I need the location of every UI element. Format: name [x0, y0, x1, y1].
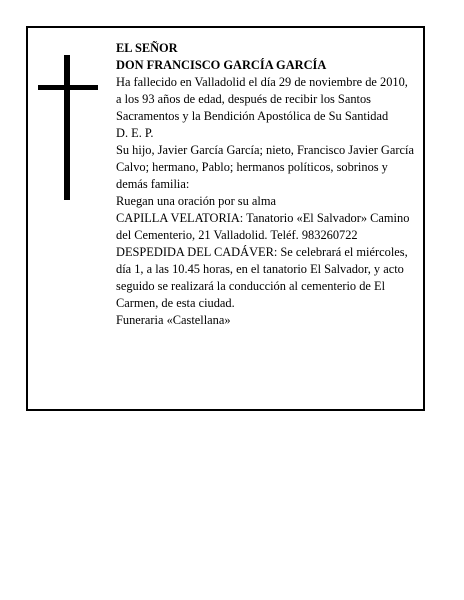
rip-line: D. E. P.: [116, 126, 154, 140]
deceased-name: DON FRANCISCO GARCÍA GARCÍA: [116, 58, 327, 72]
prayer-request: Ruegan una oración por su alma: [116, 194, 276, 208]
farewell-info: DESPEDIDA DEL CADÁVER: Se celebrará el miércoles, día 1, a las 10.45 horas, en el tanatorio El Salvador, y acto seguido se realizará la conducción al cementerio de El Carmen, de esta ciudad.: [116, 245, 408, 310]
death-notice: Ha fallecido en Valladolid el día 29 de noviembre de 2010, a los 93 años de edad, después de recibir los Santos Sacramentos y la Bendición Apostólica de Su Santidad: [116, 75, 408, 123]
cross-icon: [38, 55, 98, 200]
honorific: EL SEÑOR: [116, 41, 178, 55]
obituary-text: [116, 40, 416, 329]
cross-vertical-bar: [64, 55, 70, 200]
cross-horizontal-bar: [38, 85, 98, 90]
family-list: Su hijo, Javier García García; nieto, Francisco Javier García Calvo; hermano, Pablo; hermanos políticos, sobrinos y demás familia:: [116, 143, 414, 191]
funeral-home: Funeraria «Castellana»: [116, 313, 231, 327]
obituary-notice: [26, 26, 425, 411]
chapel-info: CAPILLA VELATORIA: Tanatorio «El Salvador» Camino del Cementerio, 21 Valladolid. Teléf. 983260722: [116, 211, 410, 242]
